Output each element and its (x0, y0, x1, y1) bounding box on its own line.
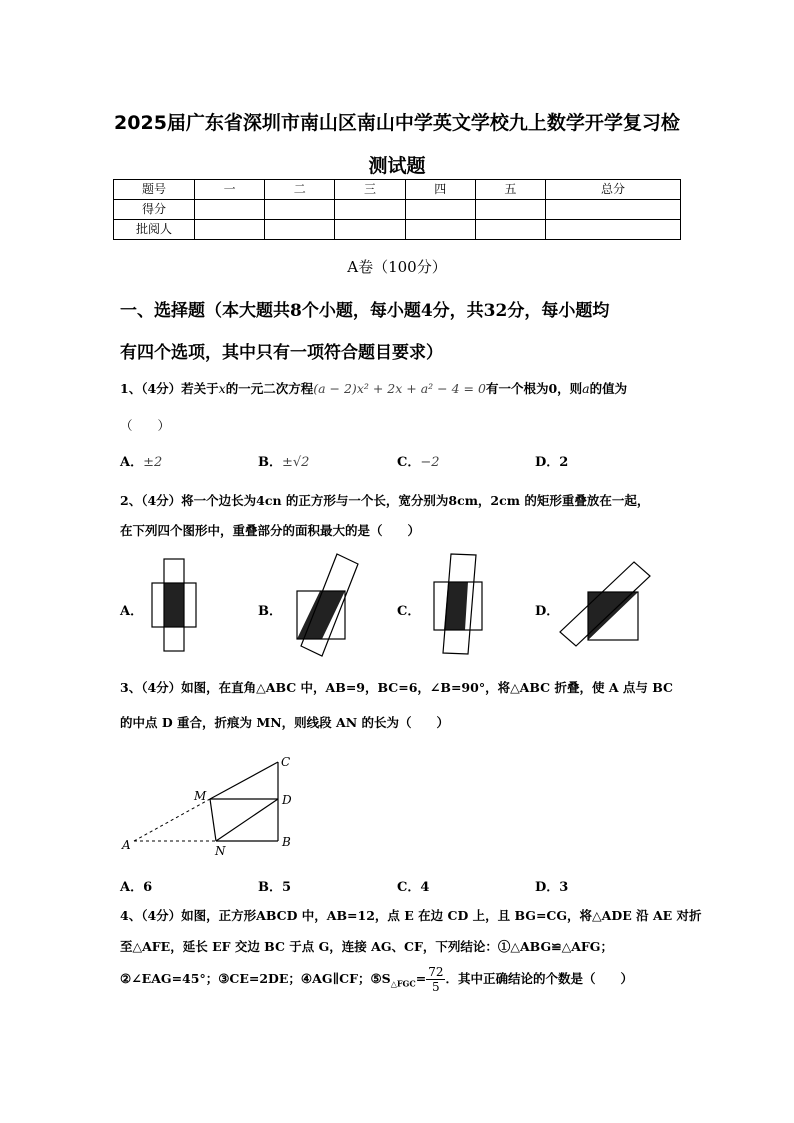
q3-option-c (397, 876, 429, 895)
q4-area-subscript: △FGC (390, 978, 416, 989)
label-c: C (281, 755, 291, 769)
label-b: B (282, 835, 291, 849)
q3-stem-line2: 的中点 D 重合，折痕为 MN，则线段 AN 的长为（ ） (120, 715, 449, 730)
score-table (113, 179, 681, 240)
q2-figure-a (150, 553, 200, 655)
option-value: 5 (282, 880, 292, 895)
q1-paren: （ ） (120, 418, 171, 433)
row-label: 得分 (114, 200, 195, 220)
option-label: D． (535, 455, 560, 470)
q1-mid: 的一元二次方程 (225, 381, 314, 396)
option-label: C． (397, 880, 421, 895)
label-a: A (122, 838, 131, 852)
score-cell (546, 220, 681, 240)
header-cell: 题号 (114, 180, 195, 200)
header-cell: 总分 (546, 180, 681, 200)
section-a-heading: A卷（100分） (347, 258, 447, 276)
score-table-header-row (114, 180, 681, 200)
q2-option-b-label: B． (258, 604, 282, 619)
q1-equation: (a − 2)x² + 2x + a² − 4 = 0 (313, 381, 486, 396)
segment-mn (210, 799, 216, 841)
option-value: 2 (559, 455, 569, 470)
option-label: A． (120, 455, 144, 470)
header-cell: 五 (475, 180, 545, 200)
fraction-denominator: 5 (432, 980, 440, 994)
score-cell (475, 220, 545, 240)
score-cell (265, 200, 335, 220)
q3-option-a (120, 876, 152, 895)
q1-end: 的值为 (589, 381, 628, 396)
q3-option-b (258, 876, 291, 895)
q4-stem-line1: 4、（4分）如图，正方形ABCD 中，AB=12，点 E 在边 CD 上，且 BG=CG，将△ADE 沿 AE 对折 (120, 908, 702, 923)
document-title-line2: 测试题 (368, 155, 426, 177)
option-value: ±2 (143, 455, 163, 470)
q2-option-d-label: D． (535, 604, 560, 619)
option-value: 4 (420, 880, 430, 895)
option-value: ±√2 (282, 455, 310, 470)
score-cell (405, 200, 475, 220)
label-n: N (215, 844, 226, 858)
segment-nd (216, 799, 278, 841)
q1-var-x: x (218, 381, 226, 396)
q3-option-d (535, 876, 568, 895)
q4-conclusions: ②∠EAG=45°；③CE=2DE；④AG∥CF；⑤S (120, 971, 391, 986)
option-label: B． (258, 455, 282, 470)
option-value: 3 (559, 880, 569, 895)
q4-fraction (426, 965, 445, 994)
header-cell: 四 (405, 180, 475, 200)
q1-var-a: a (582, 381, 590, 396)
q2-figure-b (292, 550, 364, 660)
score-cell (546, 200, 681, 220)
option-label: A． (120, 880, 144, 895)
q2-figure-c (428, 552, 490, 658)
overlap-region (164, 583, 184, 627)
document-title-line1: 2025届广东省深圳市南山区南山中学英文学校九上数学开学复习检 (114, 112, 680, 134)
label-m: M (194, 789, 207, 803)
score-table-row (114, 220, 681, 240)
q1-stem (120, 379, 627, 397)
score-cell (475, 200, 545, 220)
option-label: B． (258, 880, 282, 895)
q4-equals: = (415, 971, 427, 986)
q1-suffix: 有一个根为0，则 (485, 381, 583, 396)
q1-option-b (258, 451, 309, 470)
dashed-line-am (134, 799, 210, 841)
q1-option-a (120, 451, 162, 470)
score-table-row (114, 200, 681, 220)
q4-question-end: ．其中正确结论的个数是（ ） (445, 971, 633, 986)
row-label: 批阅人 (114, 220, 195, 240)
q4-stem-line3 (120, 965, 633, 998)
q3-triangle-figure (118, 752, 298, 860)
q2-option-c-label: C． (397, 604, 421, 619)
header-cell: 三 (335, 180, 405, 200)
q4-stem-line2: 至△AFE，延长 EF 交边 BC 于点 G，连接 AG、CF，下列结论：①△ABG≌△AFG； (120, 939, 613, 954)
header-cell: 二 (265, 180, 335, 200)
header-cell: 一 (195, 180, 265, 200)
score-cell (265, 220, 335, 240)
q1-option-d (535, 451, 568, 470)
option-value: 6 (143, 880, 153, 895)
q1-prefix: 1、（4分）若关于 (120, 381, 219, 396)
score-cell (405, 220, 475, 240)
section1-heading-line1: 一、选择题（本大题共8个小题，每小题4分，共32分，每小题均 (120, 301, 610, 321)
score-cell (335, 220, 405, 240)
section1-heading-line2: 有四个选项，其中只有一项符合题目要求） (120, 343, 443, 363)
score-cell (335, 200, 405, 220)
q2-option-a-label: A． (120, 604, 144, 619)
fraction-numerator: 72 (428, 965, 444, 979)
q2-stem-line1: 2、（4分）将一个边长为4cn 的正方形与一个长，宽分别为8cm，2cm 的矩形重叠放在一起， (120, 493, 650, 508)
option-label: D． (535, 880, 560, 895)
segment-mc (210, 762, 278, 799)
q2-figure-d (558, 558, 658, 650)
score-cell (195, 220, 265, 240)
q2-stem-line2: 在下列四个图形中，重叠部分的面积最大的是（ ） (120, 523, 421, 538)
q1-option-c (397, 451, 440, 470)
q3-stem-line1: 3、（4分）如图，在直角△ABC 中，AB=9，BC=6，∠B=90°，将△ABC 折叠，使 A 点与 BC (120, 680, 673, 695)
option-value: −2 (420, 455, 440, 470)
option-label: C． (397, 455, 421, 470)
label-d: D (282, 793, 292, 807)
score-cell (195, 200, 265, 220)
